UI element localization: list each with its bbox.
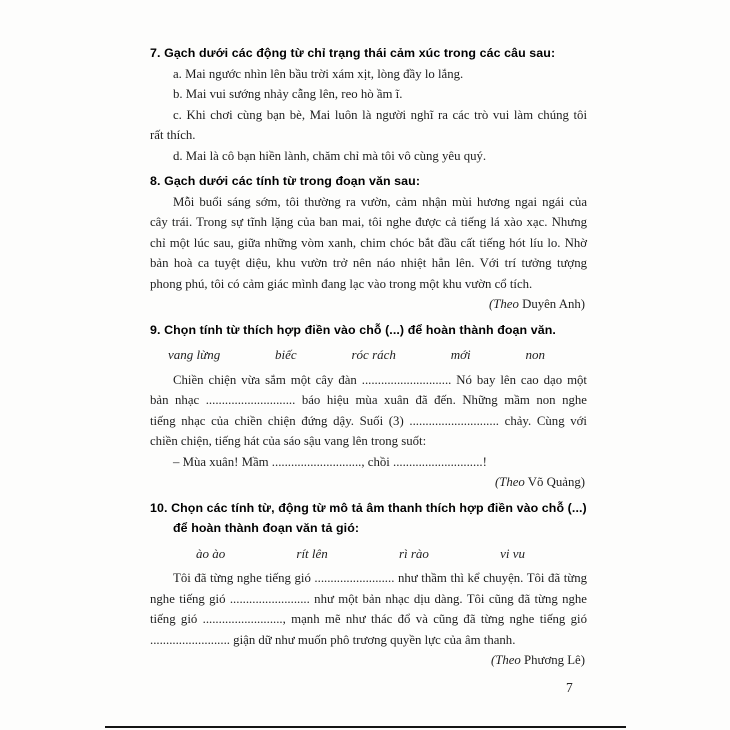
exercise-9-attribution <box>150 472 587 493</box>
attribution-author: Duyên Anh) <box>518 297 585 311</box>
exercise-9-paragraph-line: Chiền chiện vừa sắm một cây đàn ............................ Nó bay lên cao dạo một <box>173 372 587 387</box>
exercise-7-sentence-c-line-1: c. Khi chơi cùng bạn bè, Mai luôn là người nghĩ ra các trò vui làm chúng tôi <box>173 107 587 122</box>
word-bank-item: vi vu <box>500 545 525 561</box>
exercise-10-paragraph-line: nghe tiếng gió ......................... như một bản nhạc dịu dàng. Tôi cũng đã từng nghe <box>150 591 587 606</box>
exercise-8-attribution <box>150 294 587 315</box>
attribution-theo: (Theo <box>494 475 525 489</box>
exercise-10-attribution <box>150 650 587 671</box>
exercise-10-paragraph-line: tiếng gió ........................., mạnh mẽ như thác đổ và cũng đã từng nghe tiếng gió <box>150 612 587 626</box>
exercise-10-paragraph-line: Tôi đã từng nghe tiếng gió ......................... như thầm thì kể chuyện. Tôi đã từng <box>173 571 587 585</box>
word-bank-item: non <box>525 347 545 362</box>
exercise-7-sentence-a: a. Mai ngước nhìn lên bầu trời xám xịt, lòng đầy lo lắng. <box>173 66 464 81</box>
exercise-10-heading-line-1: 10. Chọn các tính từ, động từ mô tả âm thanh thích hợp điền vào chỗ (...) <box>150 500 587 515</box>
exercise-7-heading: 7. Gạch dưới các động từ chỉ trạng thái cảm xúc trong các câu sau: <box>150 46 556 60</box>
word-bank-item: mới <box>450 347 471 362</box>
exercise-9-paragraph-line: chiền chiện, tiếng hát của sáo sậu vang lên trong suốt: <box>150 434 427 448</box>
attribution-theo: (Theo <box>489 297 519 311</box>
word-bank-item: rít lên <box>296 545 328 561</box>
attribution-author: Võ Quảng) <box>524 475 585 489</box>
exercise-10-heading-line-2: để hoàn thành đoạn văn tả gió: <box>173 521 360 535</box>
word-bank-item: ào ào <box>196 545 226 561</box>
exercise-9-paragraph-line: tiếng nhạc của chiền chiện đứng dậy. Suối (3) ............................ chảy. Cùng với <box>150 413 587 428</box>
exercise-10-word-bank <box>150 544 587 565</box>
word-bank-item: rì rào <box>398 545 429 561</box>
exercise-9-dialogue-line: – Mùa xuân! Mầm ............................, chồi ............................! <box>173 454 487 469</box>
attribution-author: Phương Lê) <box>520 653 585 667</box>
exercise-8-paragraph-line: cây trái. Trong sự tĩnh lặng của ban mai, tôi nghe được cả tiếng lá xào xạc. Nhưng <box>150 215 587 229</box>
word-bank-item: vang lừng <box>168 347 221 362</box>
exercise-7-sentence-d: d. Mai là cô bạn hiền lành, chăm chỉ mà tôi vô cùng yêu quý. <box>173 148 487 163</box>
footer-rule <box>105 726 626 728</box>
page-content <box>150 43 587 671</box>
exercise-8-paragraph-line: chỉ một lúc sau, giữa những vòm xanh, chim chóc bắt đầu cất tiếng hót líu lo. Nhờ <box>150 235 587 250</box>
exercise-9-paragraph-line: bản nhạc ............................ báo hiệu mùa xuân đã đến. Những mầm non nghe <box>150 393 587 407</box>
exercise-8-heading: 8. Gạch dưới các tính từ trong đoạn văn sau: <box>150 174 421 188</box>
page-number: 7 <box>566 680 573 695</box>
exercise-8-paragraph-line: bản hoà ca tuyệt diệu, khu vườn trở nên náo nhiệt hẳn lên. Với trí tưởng tượng <box>150 256 587 270</box>
exercise-9-heading: 9. Chọn tính từ thích hợp điền vào chỗ (...) để hoàn thành đoạn văn. <box>150 322 556 337</box>
exercise-7-sentence-b: b. Mai vui sướng nhảy cẫng lên, reo hò ầm ĩ. <box>173 87 403 101</box>
word-bank-item: róc rách <box>351 347 396 362</box>
word-bank-item: biếc <box>275 347 297 362</box>
exercise-9-word-bank <box>150 345 587 366</box>
exercise-8-paragraph-line: Mỗi buổi sáng sớm, tôi thường ra vườn, cảm nhận mùi hương ngai ngái của <box>173 194 587 209</box>
attribution-theo: (Theo <box>490 653 521 667</box>
exercise-8-paragraph-line: phong phú, tôi có cảm giác mình đang lạc vào trong một khu vườn cổ tích. <box>150 276 533 291</box>
exercise-7-sentence-c-line-2: rất thích. <box>150 128 196 142</box>
exercise-10-paragraph-line: ......................... giận dữ như muốn phô trương quyền lực của âm thanh. <box>150 632 516 647</box>
